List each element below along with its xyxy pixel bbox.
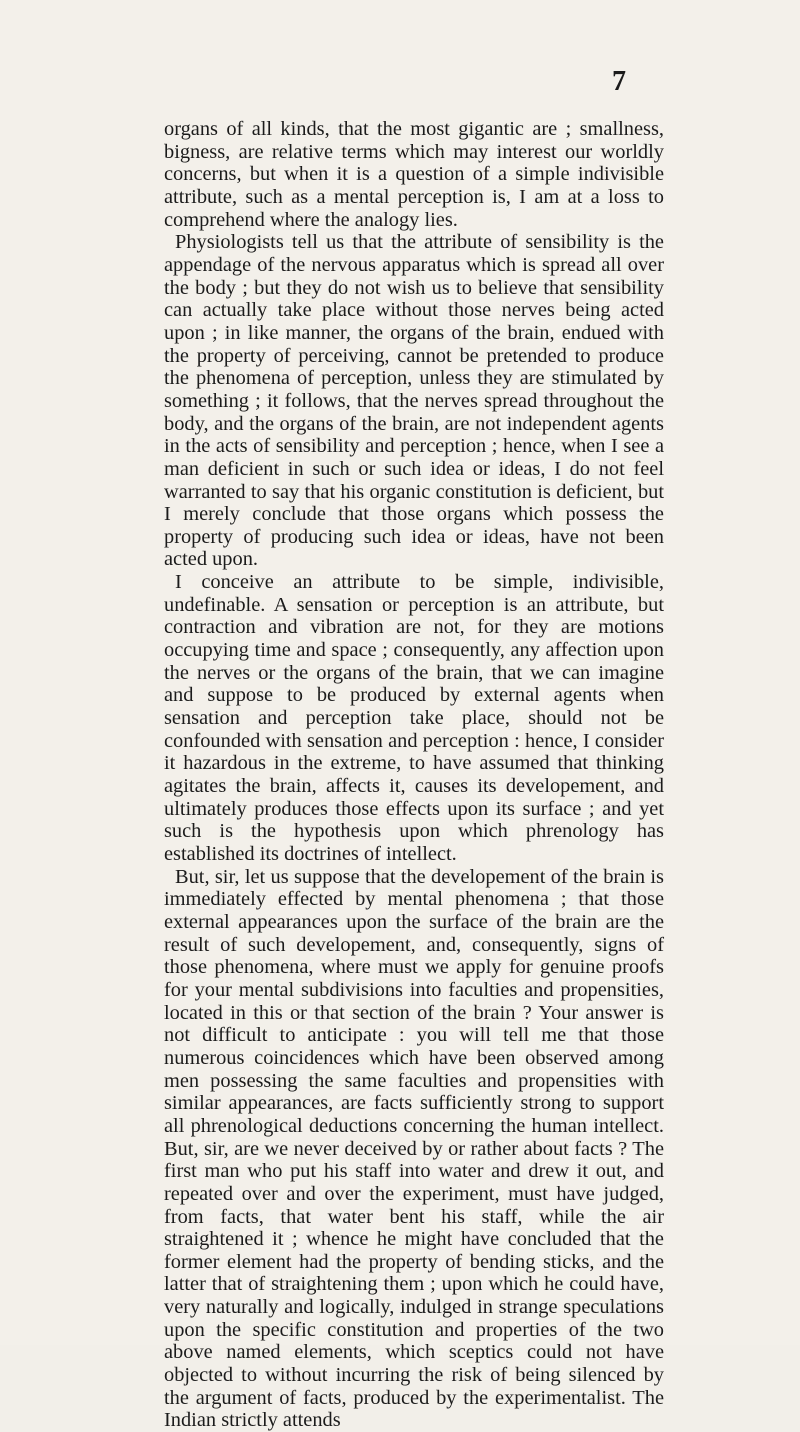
paragraph-4: But, sir, let us suppose that the developement of the brain is immediately effected by mental phenomena ; that those external appearances upon the surface of the brain are the result of such developement, and, consequently, signs of those phenomena, where must we apply for genuine proofs for your mental subdivisions into faculties and propensities, located in this or that section of the brain ? Your answer is not difficult to anticipate : you will tell me that those numerous coincidences which have been observed among men possessing the same faculties and propensities with similar appearances, are facts sufficiently strong to support all phrenological deductions concerning the human intellect. But, sir, are we never deceived by or rather about facts ? The first man who put his staff into water and drew it out, and repeated over and over the experiment, must have judged, from facts, that water bent his staff, while the air straightened it ; whence he might have concluded that the former element had the property of bending sticks, and the latter that of straightening them ; upon which he could have, very naturally and logically, indulged in strange speculations upon the specific constitution and properties of the two above named elements, which sceptics could not have objected to without incurring the risk of being silenced by the argument of facts, produced by the experimentalist. The Indian strictly attends	[164, 865, 664, 1432]
page-number: 7	[612, 66, 626, 97]
paragraph-2: Physiologists tell us that the attribute of sensibility is the appendage of the nervous apparatus which is spread all over the body ; but they do not wish us to believe that sensibility can actually take place without those nerves being acted upon ; in like manner, the organs of the brain, endued with the property of perceiving, cannot be pretended to produce the phenomena of perception, unless they are stimulated by something ; it follows, that the nerves spread throughout the body, and the organs of the brain, are not independent agents in the acts of sensibility and perception ; hence, when I see a man deficient in such or such idea or ideas, I do not feel warranted to say that his organic constitution is deficient, but I merely conclude that those organs which possess the property of producing such idea or ideas, have not been acted upon.	[164, 231, 664, 571]
body-text	[164, 118, 664, 1432]
paragraph-1: organs of all kinds, that the most gigantic are ; smallness, bigness, are relative terms which may interest our worldly concerns, but when it is a question of a simple indivisible attribute, such as a mental perception is, I am at a loss to comprehend where the analogy lies.	[164, 118, 664, 231]
paragraph-3: I conceive an attribute to be simple, indivisible, undefinable. A sensation or perception is an attribute, but contraction and vibration are not, for they are motions occupying time and space ; consequently, any affection upon the nerves or the organs of the brain, that we can imagine and suppose to be produced by external agents when sensation and perception take place, should not be confounded with sensation and perception : hence, I consider it hazardous in the extreme, to have assumed that thinking agitates the brain, affects it, causes its developement, and ultimately produces those effects upon its surface ; and yet such is the hypothesis upon which phrenology has established its doctrines of intellect.	[164, 571, 664, 865]
